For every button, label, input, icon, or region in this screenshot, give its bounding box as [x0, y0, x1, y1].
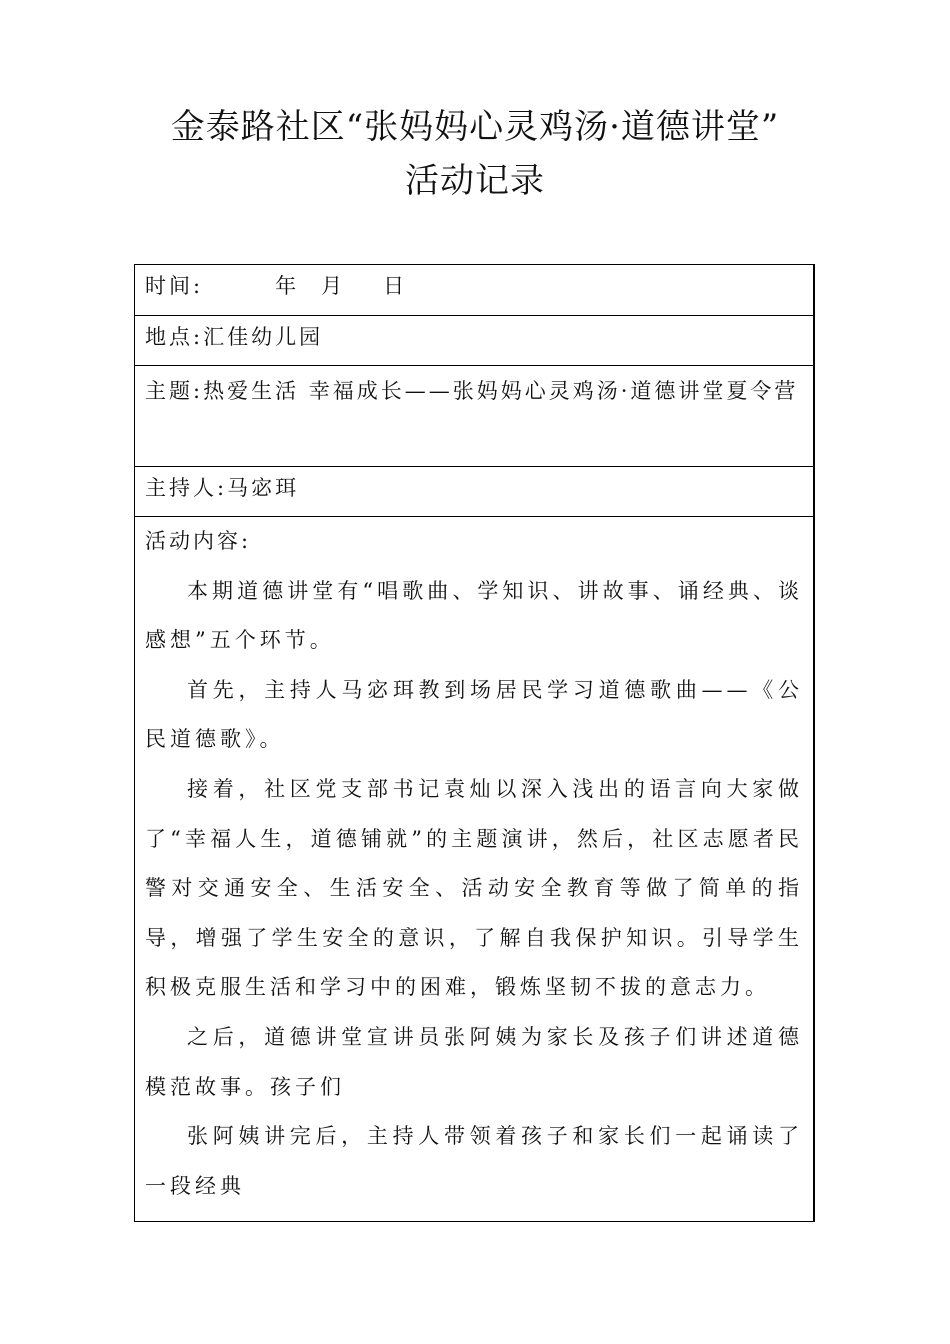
theme-row: [135, 365, 813, 466]
activity-record-table: [134, 264, 815, 1222]
place-row: [135, 315, 813, 365]
content-paragraph: 接着，社区党支部书记袁灿以深入浅出的语言向大家做了“幸福人生，道德铺就”的主题演讲，然后，社区志愿者民警对交通安全、生活安全、活动安全教育等做了简单的指导，增强了学生安全的意识，了解自我保护知识。引导学生积极克服生活和学习中的困难，锻炼坚韧不拔的意志力。: [145, 776, 803, 1000]
host-label: 主持人:: [145, 476, 228, 500]
place-value: 汇佳幼儿园: [203, 325, 324, 349]
content-paragraph: 本期道德讲堂有“唱歌曲、学知识、讲故事、诵经典、谈感想”五个环节。: [145, 578, 803, 653]
document-title: [0, 100, 950, 208]
content-row: [135, 516, 813, 1221]
place-label: 地点:: [145, 325, 204, 349]
content-label: 活动内容:: [145, 529, 252, 553]
theme-value: 热爱生活 幸福成长——张妈妈心灵鸡汤·道德讲堂夏令营: [203, 379, 799, 403]
content-paragraph: 之后，道德讲堂宣讲员张阿姨为家长及孩子们讲述道德模范故事。孩子们: [145, 1024, 803, 1099]
time-row: [135, 265, 813, 315]
theme-label: 主题:: [145, 379, 204, 403]
content-paragraph: 首先，主持人马宓珥教到场居民学习道德歌曲——《公民道德歌》。: [145, 677, 803, 752]
content-paragraph: 张阿姨讲完后，主持人带领着孩子和家长们一起诵读了一段经典: [145, 1124, 803, 1198]
month-label: 月: [321, 274, 346, 298]
host-row: [135, 466, 813, 516]
time-label: 时间:: [145, 274, 204, 298]
title-line-1: 金泰路社区“张妈妈心灵鸡汤·道德讲堂”: [170, 107, 780, 147]
title-line-2: 活动记录: [405, 161, 545, 201]
host-value: 马宓珥: [227, 476, 300, 500]
year-label: 年: [275, 274, 300, 298]
day-label: 日: [383, 274, 408, 298]
